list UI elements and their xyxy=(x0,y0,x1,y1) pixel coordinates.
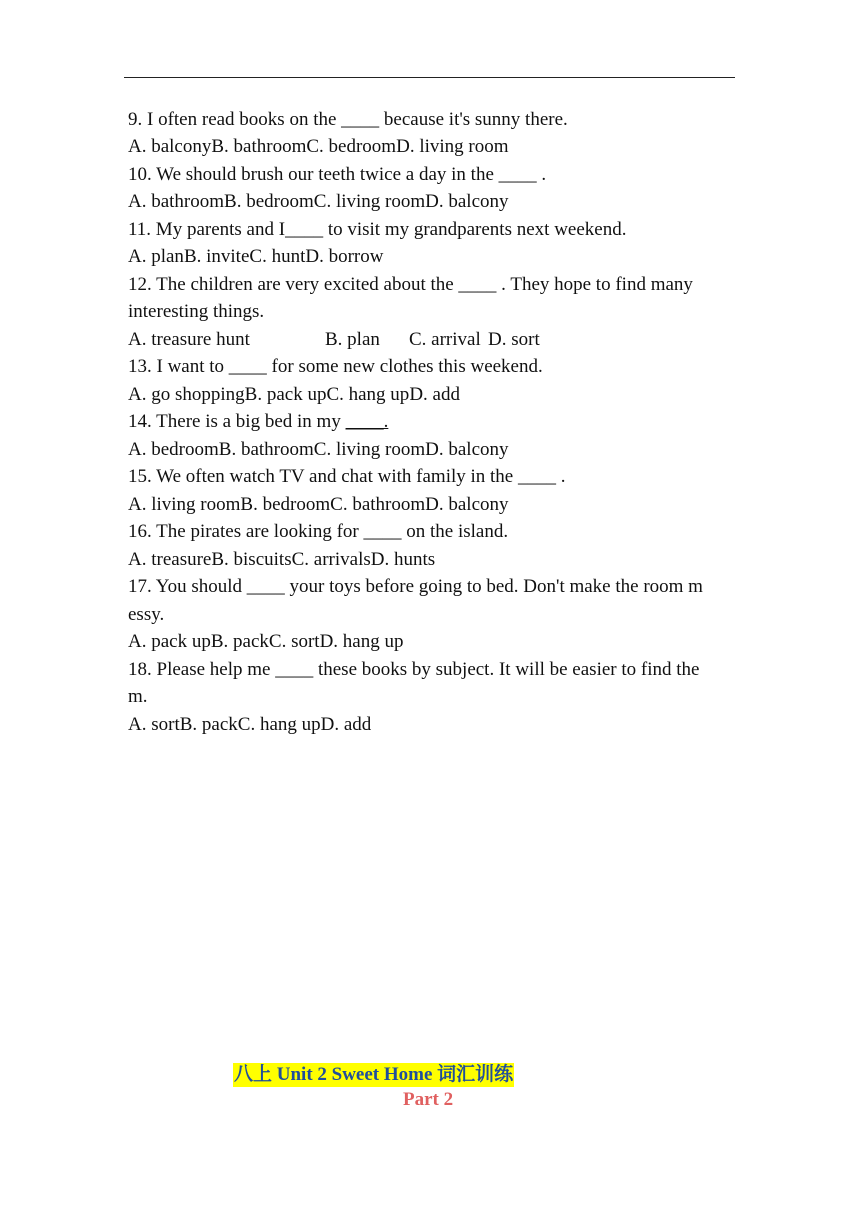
option-a: A. treasure hunt xyxy=(128,329,250,350)
option-c: C. arrival xyxy=(409,329,481,350)
option-b: B. biscuits xyxy=(211,549,292,570)
option-b: B. pack up xyxy=(244,384,327,405)
option-a: A. sort xyxy=(128,714,180,735)
option-d: D. add xyxy=(320,714,372,735)
option-c: C. sort xyxy=(268,631,320,652)
option-a: A. plan xyxy=(128,246,184,267)
option-d: D. balcony xyxy=(425,494,509,515)
option-b: B. pack xyxy=(210,631,269,652)
question-17-cont: essy. xyxy=(128,604,165,625)
question-9: 9. I often read books on the ____ because it's sunny there. xyxy=(128,109,568,130)
options-12 xyxy=(128,326,540,354)
option-d: D. living room xyxy=(396,136,509,157)
question-15: 15. We often watch TV and chat with family in the ____ . xyxy=(128,466,566,487)
options-18 xyxy=(128,711,371,739)
option-c: C. bathroom xyxy=(330,494,426,515)
option-b: B. invite xyxy=(183,246,250,267)
option-c: C. bedroom xyxy=(306,136,397,157)
option-b: B. pack xyxy=(179,714,238,735)
option-a: A. bedroom xyxy=(128,439,219,460)
option-b: B. plan xyxy=(325,329,380,350)
question-14-blank: ____. xyxy=(345,411,389,432)
option-c: C. arrivals xyxy=(291,549,371,570)
option-c: C. hang up xyxy=(326,384,410,405)
question-17: 17. You should ____ your toys before going to bed. Don't make the room m xyxy=(128,576,703,597)
options-9 xyxy=(128,133,509,161)
option-b: B. bedroom xyxy=(240,494,331,515)
option-c: C. hang up xyxy=(237,714,321,735)
option-a: A. living room xyxy=(128,494,241,515)
option-a: A. pack up xyxy=(128,631,211,652)
options-11 xyxy=(128,243,383,271)
options-13 xyxy=(128,381,460,409)
option-d: D. add xyxy=(409,384,460,405)
worksheet-title: 八上 Unit 2 Sweet Home 词汇训练 xyxy=(234,1064,514,1085)
option-d: D. balcony xyxy=(425,191,509,212)
option-c: C. living room xyxy=(313,191,426,212)
question-16: 16. The pirates are looking for ____ on the island. xyxy=(128,521,509,542)
options-15 xyxy=(128,491,509,519)
option-c: C. hunt xyxy=(249,246,306,267)
header-rule xyxy=(124,77,735,78)
options-14 xyxy=(128,436,509,464)
option-d: D. sort xyxy=(488,329,540,350)
option-a: A. balcony xyxy=(128,136,212,157)
question-10: 10. We should brush our teeth twice a day in the ____ . xyxy=(128,164,547,185)
question-18-cont: m. xyxy=(128,686,148,707)
question-18: 18. Please help me ____ these books by subject. It will be easier to find the xyxy=(128,659,700,680)
question-14-text: 14. There is a big bed in my xyxy=(128,411,346,432)
option-a: A. bathroom xyxy=(128,191,225,212)
option-d: D. hang up xyxy=(319,631,404,652)
question-13: 13. I want to ____ for some new clothes this weekend. xyxy=(128,356,543,377)
option-a: A. go shopping xyxy=(128,384,245,405)
question-12-cont: interesting things. xyxy=(128,301,265,322)
option-a: A. treasure xyxy=(128,549,212,570)
question-12: 12. The children are very excited about the ____ . They hope to find many xyxy=(128,274,693,295)
option-d: D. borrow xyxy=(305,246,384,267)
option-b: B. bathroom xyxy=(218,439,314,460)
part-label: Part 2 xyxy=(403,1089,454,1110)
options-17 xyxy=(128,628,403,656)
question-14 xyxy=(128,408,388,436)
question-11: 11. My parents and I____ to visit my grandparents next weekend. xyxy=(128,219,627,240)
option-d: D. hunts xyxy=(370,549,436,570)
options-10 xyxy=(128,188,509,216)
options-16 xyxy=(128,546,435,574)
option-c: C. living room xyxy=(313,439,426,460)
option-b: B. bedroom xyxy=(224,191,314,212)
option-b: B. bathroom xyxy=(211,136,307,157)
option-d: D. balcony xyxy=(425,439,509,460)
